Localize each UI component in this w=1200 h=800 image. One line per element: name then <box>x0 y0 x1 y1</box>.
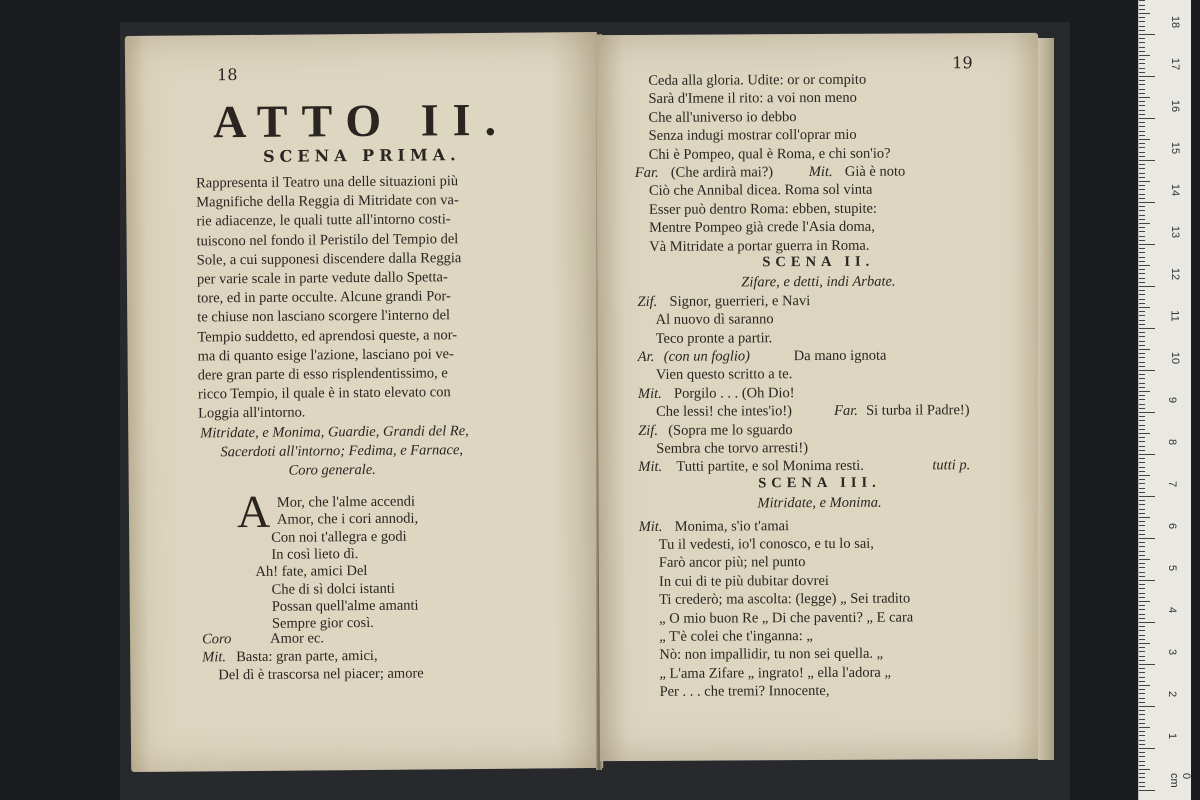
ruler-number: 13 <box>1169 225 1182 239</box>
ruler-tick <box>1139 114 1145 115</box>
ruler-tick <box>1139 336 1145 337</box>
verse-line: Possan quell'alme amanti <box>271 597 419 615</box>
verse-line: Nò: non impallidir, tu non sei quella. „ <box>659 646 884 664</box>
ruler-tick <box>1139 236 1145 237</box>
dialogue-text: Monima, s'io t'amai <box>674 517 790 535</box>
verse-line: Mor, che l'alme accendi <box>276 493 416 511</box>
ruler-tick <box>1139 391 1150 392</box>
dialogue-text: Porgilo . . . (Oh Dio! <box>673 384 795 402</box>
speaker-far: Far. <box>634 164 659 181</box>
ruler-tick <box>1139 420 1145 421</box>
ruler-tick <box>1139 744 1145 745</box>
ruler-tick <box>1139 26 1145 27</box>
ruler-number: 10 <box>1169 351 1182 365</box>
ruler-tick <box>1139 756 1145 757</box>
ruler-tick <box>1139 521 1145 522</box>
ruler-tick <box>1139 433 1150 434</box>
verse-line: Che lessi! che intes'io!) <box>656 403 793 421</box>
ruler-tick <box>1139 80 1145 81</box>
ruler-tick <box>1139 299 1145 300</box>
ruler-tick <box>1139 315 1145 316</box>
ruler-tick <box>1139 110 1145 111</box>
ruler-tick <box>1139 168 1145 169</box>
ruler-tick <box>1139 265 1150 266</box>
ruler-tick <box>1139 294 1145 295</box>
ruler-tick <box>1139 118 1155 119</box>
ruler-tick <box>1139 353 1145 354</box>
ruler-tick <box>1139 672 1145 673</box>
verse-line: Al nuovo dì saranno <box>655 311 774 329</box>
ruler-tick <box>1139 404 1145 405</box>
ruler-tick <box>1139 261 1145 262</box>
scene-heading: SCENA PRIMA. <box>262 145 461 166</box>
ruler-tick <box>1139 530 1145 531</box>
ruler-tick <box>1139 320 1145 321</box>
ruler-tick <box>1139 269 1145 270</box>
ruler-number: 12 <box>1169 267 1182 281</box>
ruler-tick <box>1139 563 1145 564</box>
ruler-tick <box>1139 51 1145 52</box>
verse-line: Per . . . che tremi? Innocente, <box>659 683 830 701</box>
ruler-tick <box>1139 282 1145 283</box>
ruler-tick <box>1139 656 1145 657</box>
ruler-tick <box>1139 9 1145 10</box>
measuring-ruler <box>1138 0 1191 800</box>
speaker-ar: Ar. <box>637 348 655 365</box>
ruler-number: 16 <box>1169 99 1182 113</box>
description-line: per varie scale in parte vedute dallo Spetta- <box>196 269 448 288</box>
ruler-tick <box>1139 773 1145 774</box>
ruler-tick <box>1139 349 1150 350</box>
ruler-tick <box>1139 273 1145 274</box>
ruler-number: 2 <box>1166 690 1179 698</box>
ruler-tick <box>1139 618 1145 619</box>
ruler-tick <box>1139 534 1145 535</box>
scene-cast: Zifare, e detti, indi Arbate. <box>741 273 896 291</box>
ruler-tick <box>1139 408 1145 409</box>
ruler-tick <box>1139 626 1145 627</box>
description-line: Tempio suddetto, ed aprendosi queste, a nor- <box>197 326 458 346</box>
verse-line: Ah! fate, amici Del <box>255 563 368 581</box>
dialogue-text: Già è noto <box>844 163 906 180</box>
ruler-tick <box>1139 782 1145 783</box>
ruler-tick <box>1139 668 1145 669</box>
ruler-tick <box>1139 479 1145 480</box>
ruler-tick <box>1139 399 1145 400</box>
ruler-tick <box>1139 252 1145 253</box>
ruler-tick <box>1139 97 1150 98</box>
ruler-tick <box>1139 177 1145 178</box>
verse-line: Esser può dentro Roma: ebben, stupite: <box>648 200 877 218</box>
ruler-tick <box>1139 76 1155 77</box>
ruler-tick <box>1139 84 1145 85</box>
ruler-tick <box>1139 101 1145 102</box>
ruler-tick <box>1139 719 1145 720</box>
speaker-zif: Zif. <box>637 293 658 310</box>
ruler-tick <box>1139 290 1145 291</box>
ruler-tick <box>1139 643 1150 644</box>
ruler-tick <box>1139 584 1145 585</box>
ruler-tick <box>1139 147 1145 148</box>
dialogue-text: (Che ardirà mai?) <box>670 164 774 181</box>
speaker-far: Far. <box>834 402 858 420</box>
dialogue-text: Da mano ignota <box>793 347 887 365</box>
ruler-tick <box>1139 93 1145 94</box>
ruler-tick <box>1139 72 1145 73</box>
ruler-tick <box>1139 446 1145 447</box>
verse-line: Ti crederò; ma ascolta: (legge) „ Sei tradito <box>659 590 911 609</box>
ruler-tick <box>1139 538 1155 539</box>
ruler-tick <box>1139 185 1145 186</box>
ruler-tick <box>1139 777 1145 778</box>
verse-line: Con noi t'allegra e godi <box>271 528 407 546</box>
verse-line: Senza indugi mostrar coll'oprar mio <box>648 126 857 145</box>
ruler-tick <box>1139 609 1145 610</box>
ruler-tick <box>1139 454 1155 455</box>
ruler-tick <box>1139 55 1150 56</box>
verse-line: Sarà d'Imene il rito: a voi non meno <box>648 90 857 108</box>
verse-line: Sempre gior così. <box>271 615 374 632</box>
dialogue-text: Tutti partite, e sol Monima resti. <box>676 458 864 476</box>
description-line: dere gran parte di esso risplendentissimo, e <box>197 365 448 384</box>
ruler-number: 6 <box>1166 522 1179 530</box>
ruler-tick <box>1139 605 1145 606</box>
description-line: Loggia all'intorno. <box>198 404 306 422</box>
verse-line: Ceda alla gloria. Udite: or or compito <box>648 71 867 89</box>
ruler-tick <box>1139 467 1145 468</box>
ruler-tick <box>1139 462 1145 463</box>
ruler-tick <box>1139 173 1145 174</box>
ruler-tick <box>1139 21 1145 22</box>
ruler-tick <box>1139 790 1155 791</box>
ruler-tick <box>1139 219 1145 220</box>
last-line: Del dì è trascorsa nel piacer; amore <box>218 665 424 684</box>
ruler-tick <box>1139 89 1145 90</box>
ruler-number: 0 cm <box>1168 773 1192 788</box>
ruler-tick <box>1139 378 1145 379</box>
speaker-mit: Mit. <box>808 163 833 181</box>
cast-line: Sacerdoti all'intorno; Fedima, e Farnace, <box>220 442 464 461</box>
ruler-tick <box>1139 332 1145 333</box>
mit-text: Basta: gran parte, amici, <box>236 647 378 666</box>
ruler-tick <box>1139 441 1145 442</box>
ruler-number: 3 <box>1166 648 1179 656</box>
verse-line: Vien questo scritto a te. <box>655 366 793 384</box>
ruler-tick <box>1139 152 1145 153</box>
ruler-tick <box>1139 635 1145 636</box>
ruler-tick <box>1139 244 1155 245</box>
ruler-tick <box>1139 488 1145 489</box>
ruler-tick <box>1139 189 1145 190</box>
ruler-tick <box>1139 345 1145 346</box>
ruler-tick <box>1139 727 1150 728</box>
ruler-tick <box>1139 303 1145 304</box>
verse-line: Mentre Pompeo già crede l'Asia doma, <box>649 218 875 237</box>
description-line: Magnifiche della Reggia di Mitridate con va- <box>196 192 459 211</box>
ruler-tick <box>1139 698 1145 699</box>
ruler-tick <box>1139 504 1145 505</box>
ruler-tick <box>1139 362 1145 363</box>
ruler-number: 5 <box>1166 564 1179 572</box>
ruler-tick <box>1139 139 1150 140</box>
description-line: tuiscono nel fondo il Peristilo del Tempio del <box>196 230 459 250</box>
ruler-tick <box>1139 710 1145 711</box>
verse-line: In cui di te più dubitar dovrei <box>658 572 829 590</box>
ruler-number: 1 <box>1166 732 1179 740</box>
ruler-tick <box>1139 572 1145 573</box>
scene-heading: SCENA III. <box>758 474 881 492</box>
ruler-tick <box>1139 677 1145 678</box>
speaker-mit: Mit. <box>202 649 227 666</box>
ruler-number: 4 <box>1166 606 1179 614</box>
ruler-tick <box>1139 614 1145 615</box>
ruler-tick <box>1139 689 1145 690</box>
ruler-tick <box>1139 761 1145 762</box>
verse-line: Che all'universo io debbo <box>648 108 797 126</box>
ruler-tick <box>1139 307 1150 308</box>
ruler-tick <box>1139 731 1145 732</box>
ruler-tick <box>1139 231 1145 232</box>
description-line: rie adiacenze, le quali tutte all'intorno costi- <box>196 211 451 230</box>
ruler-tick <box>1139 555 1145 556</box>
ruler-number: 17 <box>1169 57 1182 71</box>
ruler-tick <box>1139 210 1145 211</box>
stage-direction: tutti p. <box>932 457 971 474</box>
ruler-number: 11 <box>1168 310 1181 322</box>
description-line: Rappresenta il Teatro una delle situazioni più <box>196 173 459 192</box>
description-line: te chiuse non lasciano scorgere l'interno del <box>197 307 451 326</box>
book-edge <box>1038 38 1054 760</box>
ruler-tick <box>1139 286 1155 287</box>
ruler-tick <box>1139 30 1145 31</box>
ruler-tick <box>1139 357 1145 358</box>
ruler-tick <box>1139 181 1150 182</box>
ruler-tick <box>1139 471 1145 472</box>
ruler-tick <box>1139 786 1145 787</box>
coro-text: Amor ec. <box>269 630 325 647</box>
ruler-number: 7 <box>1166 480 1179 488</box>
ruler-tick <box>1139 693 1145 694</box>
ruler-number: 8 <box>1166 438 1179 446</box>
stage-direction: (con un foglio) <box>663 348 751 365</box>
verse-line: Che di sì dolci istanti <box>271 580 395 598</box>
ruler-tick <box>1139 681 1145 682</box>
ruler-tick <box>1139 63 1145 64</box>
cast-line: Coro generale. <box>288 461 376 479</box>
ruler-tick <box>1139 202 1155 203</box>
dialogue-text: (Sopra me lo sguardo <box>668 421 793 439</box>
description-line: Sole, a cui supponesi discendere dalla Reggia <box>196 249 462 269</box>
ruler-tick <box>1139 13 1150 14</box>
speaker-mit: Mit. <box>637 385 662 402</box>
description-line: ricco Tempio, il quale è in stato elevato con <box>197 384 451 403</box>
ruler-tick <box>1139 517 1150 518</box>
ruler-tick <box>1139 38 1145 39</box>
page-number-left: 18 <box>217 65 238 85</box>
ruler-tick <box>1139 416 1145 417</box>
speaker-mit: Mit. <box>638 518 663 535</box>
ruler-tick <box>1139 164 1145 165</box>
ruler-tick <box>1139 685 1150 686</box>
ruler-tick <box>1139 475 1150 476</box>
ruler-tick <box>1139 34 1155 35</box>
ruler-tick <box>1139 740 1145 741</box>
ruler-number: 14 <box>1169 183 1182 197</box>
ruler-tick <box>1139 59 1145 60</box>
ruler-tick <box>1139 429 1145 430</box>
act-title: ATTO II. <box>212 93 511 148</box>
ruler-tick <box>1139 765 1145 766</box>
ruler-tick <box>1139 714 1145 715</box>
ruler-tick <box>1139 227 1145 228</box>
right-page <box>596 33 1042 761</box>
ruler-tick <box>1139 630 1145 631</box>
verse-line: Teco pronte a partir. <box>655 329 773 347</box>
ruler-tick <box>1139 240 1145 241</box>
ruler-tick <box>1139 513 1145 514</box>
ruler-tick <box>1139 198 1145 199</box>
ruler-tick <box>1139 156 1145 157</box>
ruler-tick <box>1139 383 1145 384</box>
ruler-tick <box>1139 412 1155 413</box>
ruler-tick <box>1139 593 1145 594</box>
ruler-tick <box>1139 769 1150 770</box>
ruler-tick <box>1139 223 1150 224</box>
ruler-tick <box>1139 450 1145 451</box>
ruler-tick <box>1139 509 1145 510</box>
ruler-tick <box>1139 395 1145 396</box>
ruler-tick <box>1139 559 1150 560</box>
ruler-number: 18 <box>1169 15 1182 29</box>
ruler-tick <box>1139 567 1145 568</box>
verse-line: Amor, che i cori annodi, <box>276 510 419 529</box>
drop-cap: A <box>236 485 271 538</box>
ruler-tick <box>1139 0 1145 1</box>
ruler-tick <box>1139 735 1145 736</box>
ruler-tick <box>1139 483 1145 484</box>
page-number-right: 19 <box>952 53 973 73</box>
ruler-tick <box>1139 458 1145 459</box>
ruler-tick <box>1139 160 1155 161</box>
ruler-tick <box>1139 135 1145 136</box>
ruler-tick <box>1139 702 1145 703</box>
ruler-tick <box>1139 664 1155 665</box>
ruler-tick <box>1139 311 1145 312</box>
ruler-tick <box>1139 622 1155 623</box>
ruler-tick <box>1139 752 1145 753</box>
verse-line: Và Mitridate a portar guerra in Roma. <box>649 237 870 255</box>
ruler-tick <box>1139 748 1155 749</box>
ruler-tick <box>1139 324 1145 325</box>
ruler-tick <box>1139 47 1145 48</box>
ruler-tick <box>1139 105 1145 106</box>
verse-line: „ O mio buon Re „ Di che paventi? „ E cara <box>659 609 914 627</box>
ruler-tick <box>1139 437 1145 438</box>
ruler-number: 9 <box>1166 396 1179 404</box>
dialogue-text: Signor, guerrieri, e Navi <box>669 292 811 310</box>
speaker-mit: Mit. <box>638 459 663 476</box>
speaker-zif: Zif. <box>638 422 658 439</box>
description-line: tore, ed in parte occulte. Alcune grandi Por- <box>197 288 451 307</box>
ruler-tick <box>1139 341 1145 342</box>
ruler-tick <box>1139 651 1145 652</box>
ruler-tick <box>1139 546 1145 547</box>
ruler-tick <box>1139 496 1155 497</box>
ruler-tick <box>1139 492 1145 493</box>
ruler-tick <box>1139 374 1145 375</box>
cast-line: Mitridate, e Monima, Guardie, Grandi del Re, <box>200 423 469 442</box>
ruler-tick <box>1139 278 1145 279</box>
dialogue-text: Si turba il Padre!) <box>866 402 970 419</box>
ruler-tick <box>1139 425 1145 426</box>
ruler-tick <box>1139 660 1145 661</box>
ruler-tick <box>1139 126 1145 127</box>
ruler-tick <box>1139 42 1145 43</box>
ruler-tick <box>1139 143 1145 144</box>
ruler-tick <box>1139 5 1145 6</box>
description-line: ma di quanto esige l'azione, lasciano poi ve- <box>197 346 454 365</box>
ruler-tick <box>1139 68 1145 69</box>
speaker-coro: Coro <box>201 631 232 648</box>
ruler-number: 15 <box>1169 141 1182 155</box>
left-page <box>125 32 603 772</box>
ruler-tick <box>1139 17 1145 18</box>
ruler-tick <box>1139 328 1155 329</box>
ruler-tick <box>1139 500 1145 501</box>
ruler-tick <box>1139 215 1145 216</box>
verse-line: In così lieto dì. <box>271 545 359 563</box>
ruler-tick <box>1139 387 1145 388</box>
scene-heading: SCENA II. <box>762 253 875 271</box>
ruler-tick <box>1139 525 1145 526</box>
ruler-tick <box>1139 131 1145 132</box>
ruler-tick <box>1139 639 1145 640</box>
ruler-tick <box>1139 542 1145 543</box>
verse-line: Sembra che torvo arresti!) <box>656 440 809 457</box>
ruler-tick <box>1139 723 1145 724</box>
verse-line: Farò ancor più; nel punto <box>658 554 806 572</box>
ruler-tick <box>1139 601 1150 602</box>
ruler-tick <box>1139 122 1145 123</box>
ruler-tick <box>1139 580 1155 581</box>
verse-line: Ciò che Annibal dicea. Roma sol vinta <box>648 182 873 200</box>
ruler-tick <box>1139 257 1145 258</box>
scene-cast: Mitridate, e Monima. <box>757 494 882 512</box>
verse-line: „ L'ama Zifare „ ingrato! „ ella l'adora „ <box>659 664 891 682</box>
ruler-tick <box>1139 588 1145 589</box>
ruler-tick <box>1139 576 1145 577</box>
ruler-tick <box>1139 551 1145 552</box>
ruler-tick <box>1139 706 1155 707</box>
ruler-tick <box>1139 366 1145 367</box>
ruler-tick <box>1139 370 1155 371</box>
ruler-tick <box>1139 194 1145 195</box>
ruler-tick <box>1139 206 1145 207</box>
ruler-tick <box>1139 647 1145 648</box>
verse-line: Tu il vedesti, io'l conosco, e tu lo sai, <box>658 535 874 553</box>
verse-line: „ T'è colei che t'inganna: „ <box>659 628 813 645</box>
ruler-tick <box>1139 248 1145 249</box>
verse-line: Chi è Pompeo, qual è Roma, e chi son'io? <box>648 145 891 163</box>
ruler-tick <box>1139 597 1145 598</box>
